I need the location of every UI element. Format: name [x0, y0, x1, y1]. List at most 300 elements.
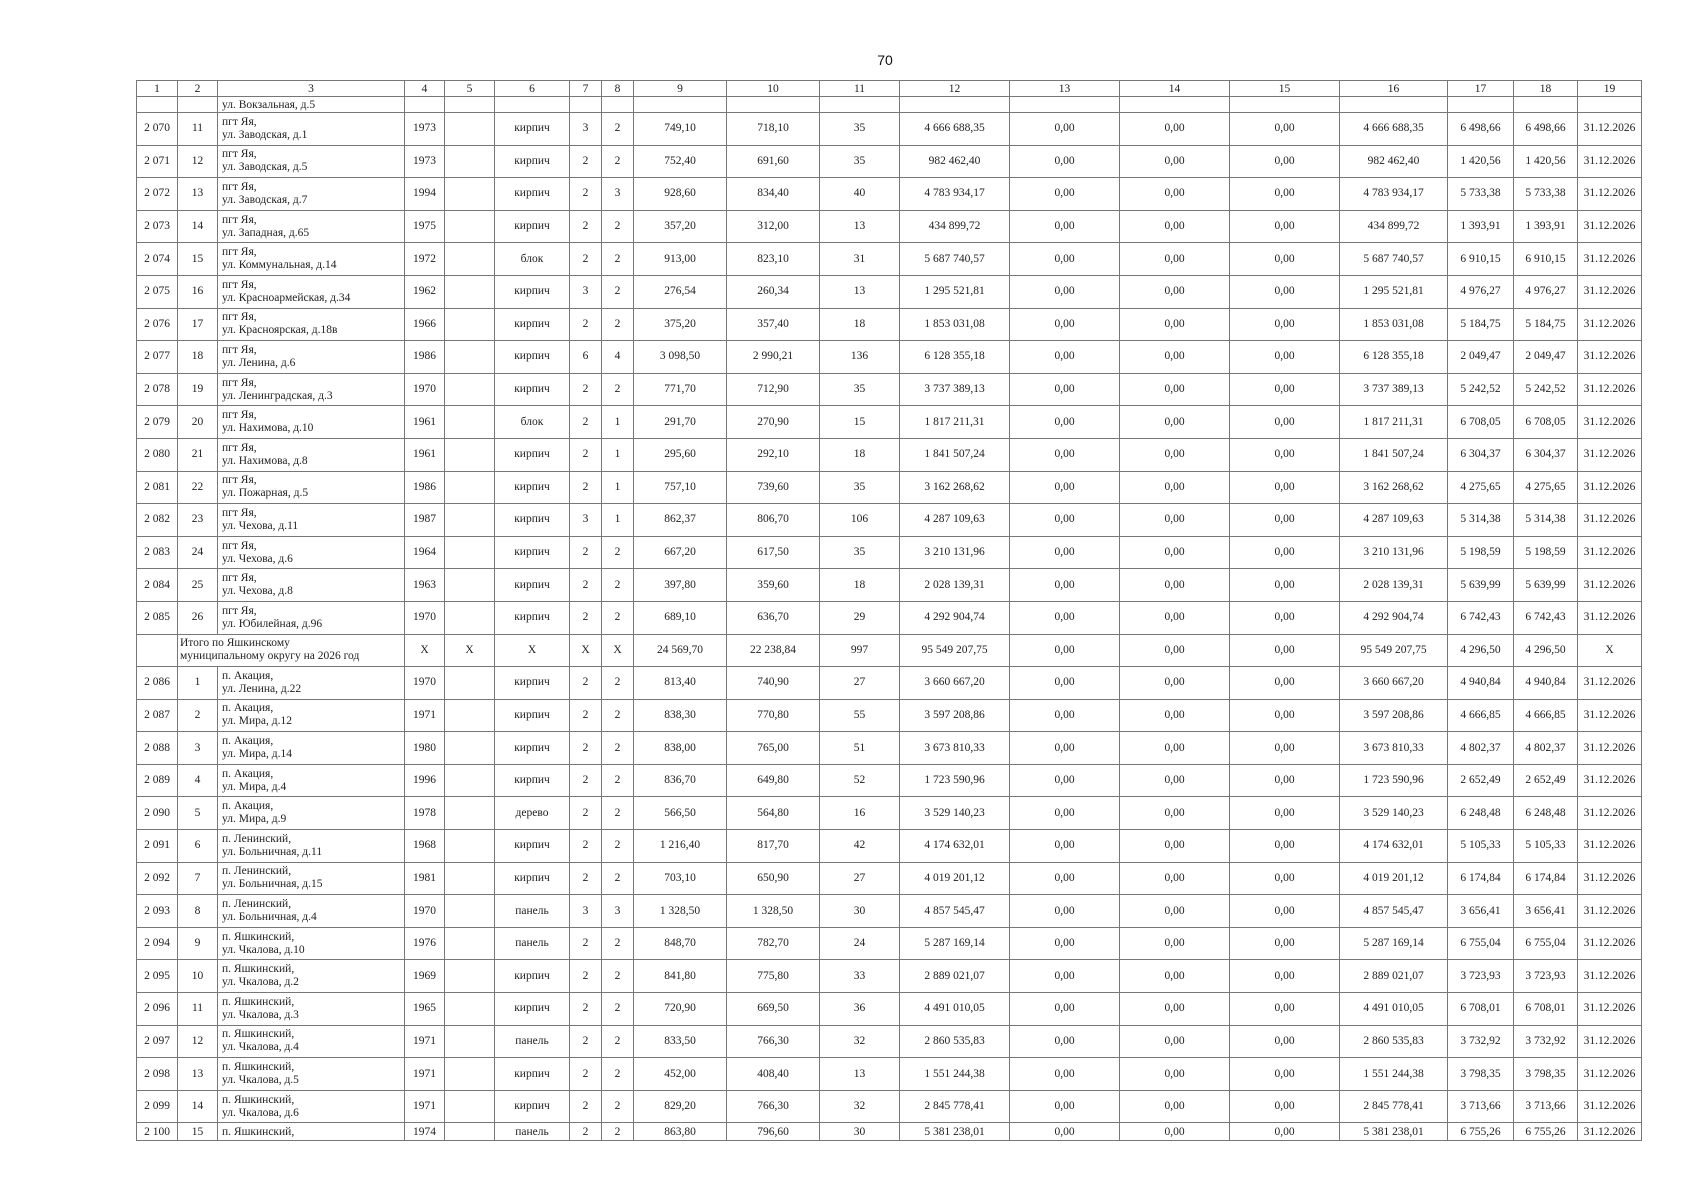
value-cell-ent: 2: [602, 275, 634, 308]
value-cell-people: 106: [820, 504, 900, 537]
value-cell-cost: 4 783 934,17: [900, 178, 1010, 211]
value-cell-date: 31.12.2026: [1578, 308, 1642, 341]
column-number-header: 17: [1448, 81, 1514, 97]
value-cell-year: 1970: [405, 895, 445, 928]
value-cell-ent: 2: [602, 732, 634, 765]
value-cell-c18: 3 713,66: [1514, 1090, 1578, 1123]
street-text: ул. Заводская, д.1: [222, 128, 308, 141]
value-cell-ent: 3: [602, 178, 634, 211]
value-cell-c17: 3 656,41: [1448, 895, 1514, 928]
address-cell: [218, 178, 405, 211]
value-cell-cost: 4 292 904,74: [900, 601, 1010, 634]
item-index-cell: 12: [178, 145, 218, 178]
row-number-cell: 2 078: [137, 373, 178, 406]
value-cell-fl: 2: [570, 927, 602, 960]
value-cell-cost: 2 860 535,83: [900, 1025, 1010, 1058]
value-cell-cost: 5 687 740,57: [900, 243, 1010, 276]
locality-text: пгт Яя,: [222, 213, 257, 226]
value-cell-c13: 0,00: [1010, 764, 1120, 797]
value-cell-ent: 2: [602, 830, 634, 863]
value-cell-area2: 359,60: [727, 569, 820, 602]
value-cell-c18: 6 742,43: [1514, 601, 1578, 634]
address-cell: [218, 732, 405, 765]
value-cell-area2: 408,40: [727, 1058, 820, 1091]
value-cell-c13: 0,00: [1010, 406, 1120, 439]
address-cell: [218, 1090, 405, 1123]
value-cell-c16: 5 687 740,57: [1340, 243, 1448, 276]
item-index-cell: 26: [178, 601, 218, 634]
value-cell-fl: 2: [570, 471, 602, 504]
address-cell: [218, 145, 405, 178]
address-cell: ул. Вокзальная, д.5: [218, 97, 405, 113]
value-cell-year: 1971: [405, 1058, 445, 1091]
value-cell-cost: 1 817 211,31: [900, 406, 1010, 439]
value-cell-c13: 0,00: [1010, 504, 1120, 537]
cell: [137, 634, 178, 667]
item-index-cell: 24: [178, 536, 218, 569]
value-cell-c5: [445, 1025, 495, 1058]
value-cell-year: 1976: [405, 927, 445, 960]
value-cell-people: 51: [820, 732, 900, 765]
value-cell-c5: [445, 993, 495, 1026]
row-number-cell: 2 089: [137, 764, 178, 797]
value-cell-area2: 796,60: [727, 1123, 820, 1141]
table-row: [137, 993, 1642, 1026]
value-cell-people: 27: [820, 667, 900, 700]
value-cell-mat: кирпич: [495, 1090, 570, 1123]
value-cell-ent: 1: [602, 438, 634, 471]
table-row: [137, 927, 1642, 960]
value-cell-cost: 2 845 778,41: [900, 1090, 1010, 1123]
value-cell-c16: 1 723 590,96: [1340, 764, 1448, 797]
item-index-cell: 21: [178, 438, 218, 471]
value-cell-c16: 4 783 934,17: [1340, 178, 1448, 211]
value-cell-c15: 0,00: [1230, 895, 1340, 928]
row-number-cell: 2 091: [137, 830, 178, 863]
total-label-line: Итого по Яшкинскому: [180, 637, 290, 650]
item-index-cell: 19: [178, 373, 218, 406]
column-number-header: 9: [634, 81, 727, 97]
item-index-cell: 12: [178, 1025, 218, 1058]
locality-text: п. Акация,: [222, 800, 274, 813]
value-cell-c15: 0,00: [1230, 1090, 1340, 1123]
value-cell-year: 1972: [405, 243, 445, 276]
value-cell-fl: 2: [570, 243, 602, 276]
value-cell-people: 24: [820, 927, 900, 960]
locality-text: п. Акация,: [222, 767, 274, 780]
value-cell-year: 1970: [405, 373, 445, 406]
value-cell-area2: 766,30: [727, 1090, 820, 1123]
value-cell-area: 566,50: [634, 797, 727, 830]
address-cell: [218, 275, 405, 308]
value-cell-date: 31.12.2026: [1578, 341, 1642, 374]
value-cell-c15: 0,00: [1230, 438, 1340, 471]
value-cell-date: 31.12.2026: [1578, 1090, 1642, 1123]
value-cell-c17: 3 732,92: [1448, 1025, 1514, 1058]
value-cell-c16: 1 551 244,38: [1340, 1058, 1448, 1091]
value-cell-c14: 0,00: [1120, 569, 1230, 602]
locality-text: пгт Яя,: [222, 409, 257, 422]
value-cell-area: 357,20: [634, 210, 727, 243]
value-cell-ent: 2: [602, 927, 634, 960]
address-cell: [218, 504, 405, 537]
value-cell-c5: [445, 438, 495, 471]
value-cell-mat: кирпич: [495, 145, 570, 178]
value-cell-people: 13: [820, 275, 900, 308]
value-cell-people: 30: [820, 895, 900, 928]
row-number-cell: 2 095: [137, 960, 178, 993]
column-number-header: 1: [137, 81, 178, 97]
value-cell-date: 31.12.2026: [1578, 471, 1642, 504]
value-cell-c18: 4 976,27: [1514, 275, 1578, 308]
address-cell: [218, 536, 405, 569]
value-cell-date: 31.12.2026: [1578, 536, 1642, 569]
value-cell-c16: 3 673 810,33: [1340, 732, 1448, 765]
value-cell-ent: 2: [602, 210, 634, 243]
value-cell-fl: 2: [570, 862, 602, 895]
value-cell-area: 452,00: [634, 1058, 727, 1091]
value-cell-c16: 6 128 355,18: [1340, 341, 1448, 374]
value-cell-mat: кирпич: [495, 471, 570, 504]
item-index-cell: 11: [178, 993, 218, 1026]
value-cell-c18: 1 393,91: [1514, 210, 1578, 243]
total-cell-mat: X: [495, 634, 570, 667]
value-cell-date: 31.12.2026: [1578, 862, 1642, 895]
street-text: ул. Больничная, д.4: [222, 911, 317, 924]
locality-text: пгт Яя,: [222, 246, 257, 259]
value-cell-c17: 5 639,99: [1448, 569, 1514, 602]
value-cell-fl: 2: [570, 210, 602, 243]
value-cell-c18: 6 304,37: [1514, 438, 1578, 471]
value-cell-c14: 0,00: [1120, 308, 1230, 341]
total-cell-area2: 22 238,84: [727, 634, 820, 667]
value-cell-cost: 4 857 545,47: [900, 895, 1010, 928]
row-number-cell: 2 075: [137, 275, 178, 308]
address-cell: [218, 927, 405, 960]
locality-text: пгт Яя,: [222, 311, 257, 324]
locality-text: п. Яшкинский,: [222, 930, 295, 943]
value-cell-area2: 669,50: [727, 993, 820, 1026]
value-cell-c17: 6 708,01: [1448, 993, 1514, 1026]
column-number-header: 16: [1340, 81, 1448, 97]
column-number-header: 7: [570, 81, 602, 97]
value-cell-c18: 5 314,38: [1514, 504, 1578, 537]
value-cell-year: 1965: [405, 993, 445, 1026]
row-number-cell: 2 077: [137, 341, 178, 374]
value-cell-c16: 1 853 031,08: [1340, 308, 1448, 341]
value-cell-c13: 0,00: [1010, 895, 1120, 928]
value-cell-date: 31.12.2026: [1578, 601, 1642, 634]
value-cell-c5: [445, 504, 495, 537]
row-number-cell: 2 098: [137, 1058, 178, 1091]
value-cell-c15: 0,00: [1230, 862, 1340, 895]
value-cell-cost: 5 287 169,14: [900, 927, 1010, 960]
page-number: 70: [877, 52, 893, 68]
value-cell-area: 689,10: [634, 601, 727, 634]
value-cell-fl: 6: [570, 341, 602, 374]
value-cell-c18: 5 105,33: [1514, 830, 1578, 863]
column-number-header: 6: [495, 81, 570, 97]
value-cell-c5: [445, 895, 495, 928]
value-cell-people: 16: [820, 797, 900, 830]
value-cell-fl: 2: [570, 1058, 602, 1091]
value-cell-c13: 0,00: [1010, 1123, 1120, 1141]
value-cell-c14: 0,00: [1120, 536, 1230, 569]
row-number-cell: 2 087: [137, 699, 178, 732]
street-text: ул. Мира, д.4: [222, 780, 287, 793]
address-cell: [218, 764, 405, 797]
value-cell-fl: 2: [570, 797, 602, 830]
column-number-header: 18: [1514, 81, 1578, 97]
value-cell-area: 1 216,40: [634, 830, 727, 863]
value-cell-c16: 4 491 010,05: [1340, 993, 1448, 1026]
value-cell-c13: 0,00: [1010, 275, 1120, 308]
row-number-cell: 2 084: [137, 569, 178, 602]
value-cell-mat: кирпич: [495, 862, 570, 895]
locality-text: п. Яшкинский,: [222, 1028, 295, 1041]
value-cell-cost: 4 287 109,63: [900, 504, 1010, 537]
value-cell-c15: 0,00: [1230, 960, 1340, 993]
column-number-header: 5: [445, 81, 495, 97]
value-cell-people: 42: [820, 830, 900, 863]
value-cell-c17: 4 976,27: [1448, 275, 1514, 308]
table-row: [137, 536, 1642, 569]
cell: [1120, 97, 1230, 113]
value-cell-area: 752,40: [634, 145, 727, 178]
value-cell-c13: 0,00: [1010, 471, 1120, 504]
value-cell-c18: 6 910,15: [1514, 243, 1578, 276]
value-cell-fl: 2: [570, 764, 602, 797]
value-cell-c14: 0,00: [1120, 406, 1230, 439]
item-index-cell: 1: [178, 667, 218, 700]
locality-text: п. Ленинский,: [222, 898, 292, 911]
value-cell-c14: 0,00: [1120, 373, 1230, 406]
address-cell: [218, 341, 405, 374]
value-cell-year: 1963: [405, 569, 445, 602]
value-cell-fl: 2: [570, 438, 602, 471]
address-cell: [218, 960, 405, 993]
value-cell-c16: 5 287 169,14: [1340, 927, 1448, 960]
value-cell-fl: 2: [570, 601, 602, 634]
value-cell-date: 31.12.2026: [1578, 178, 1642, 211]
address-cell: [218, 895, 405, 928]
value-cell-c14: 0,00: [1120, 210, 1230, 243]
value-cell-ent: 1: [602, 504, 634, 537]
value-cell-c14: 0,00: [1120, 862, 1230, 895]
value-cell-date: 31.12.2026: [1578, 927, 1642, 960]
value-cell-c14: 0,00: [1120, 145, 1230, 178]
value-cell-mat: кирпич: [495, 178, 570, 211]
street-text: ул. Чкалова, д.10: [222, 943, 305, 956]
locality-text: п. Ленинский,: [222, 832, 292, 845]
value-cell-c17: 6 248,48: [1448, 797, 1514, 830]
value-cell-c13: 0,00: [1010, 732, 1120, 765]
value-cell-fl: 2: [570, 1025, 602, 1058]
value-cell-c13: 0,00: [1010, 243, 1120, 276]
street-text: ул. Чехова, д.6: [222, 552, 293, 565]
value-cell-c17: 5 184,75: [1448, 308, 1514, 341]
value-cell-c16: 1 817 211,31: [1340, 406, 1448, 439]
value-cell-area: 863,80: [634, 1123, 727, 1141]
value-cell-date: 31.12.2026: [1578, 993, 1642, 1026]
value-cell-area2: 739,60: [727, 471, 820, 504]
row-number-cell: 2 096: [137, 993, 178, 1026]
value-cell-year: 1996: [405, 764, 445, 797]
value-cell-mat: кирпич: [495, 536, 570, 569]
table-row: [137, 1025, 1642, 1058]
value-cell-mat: кирпич: [495, 113, 570, 146]
value-cell-c15: 0,00: [1230, 406, 1340, 439]
value-cell-ent: 2: [602, 764, 634, 797]
value-cell-c16: 434 899,72: [1340, 210, 1448, 243]
item-index-cell: 5: [178, 797, 218, 830]
row-number-cell: 2 081: [137, 471, 178, 504]
value-cell-c16: 1 295 521,81: [1340, 275, 1448, 308]
value-cell-year: 1975: [405, 210, 445, 243]
value-cell-c16: 3 529 140,23: [1340, 797, 1448, 830]
value-cell-year: 1978: [405, 797, 445, 830]
value-cell-ent: 1: [602, 406, 634, 439]
value-cell-year: 1981: [405, 862, 445, 895]
street-text: ул. Больничная, д.15: [222, 878, 323, 891]
value-cell-c15: 0,00: [1230, 667, 1340, 700]
value-cell-c17: 6 498,66: [1448, 113, 1514, 146]
address-cell: [218, 471, 405, 504]
value-cell-cost: 1 723 590,96: [900, 764, 1010, 797]
value-cell-c14: 0,00: [1120, 113, 1230, 146]
item-index-cell: 11: [178, 113, 218, 146]
cell: [137, 97, 178, 113]
cell: [1230, 97, 1340, 113]
value-cell-area: 1 328,50: [634, 895, 727, 928]
value-cell-c13: 0,00: [1010, 1058, 1120, 1091]
value-cell-cost: 3 210 131,96: [900, 536, 1010, 569]
value-cell-people: 32: [820, 1090, 900, 1123]
value-cell-area: 813,40: [634, 667, 727, 700]
value-cell-people: 36: [820, 993, 900, 1026]
value-cell-c13: 0,00: [1010, 178, 1120, 211]
item-index-cell: 4: [178, 764, 218, 797]
value-cell-c16: 4 857 545,47: [1340, 895, 1448, 928]
locality-text: пгт Яя,: [222, 278, 257, 291]
value-cell-c5: [445, 1058, 495, 1091]
value-cell-c17: 6 755,04: [1448, 927, 1514, 960]
row-number-cell: 2 072: [137, 178, 178, 211]
item-index-cell: 23: [178, 504, 218, 537]
value-cell-ent: 2: [602, 145, 634, 178]
locality-text: п. Яшкинский,: [222, 1093, 295, 1106]
value-cell-mat: кирпич: [495, 699, 570, 732]
value-cell-area2: 817,70: [727, 830, 820, 863]
cell: [1010, 97, 1120, 113]
total-cell-c14: 0,00: [1120, 634, 1230, 667]
value-cell-c16: 2 860 535,83: [1340, 1025, 1448, 1058]
value-cell-mat: панель: [495, 1123, 570, 1141]
value-cell-area2: 292,10: [727, 438, 820, 471]
value-cell-c18: 1 420,56: [1514, 145, 1578, 178]
street-text: ул. Коммунальная, д.14: [222, 259, 337, 272]
value-cell-area2: 718,10: [727, 113, 820, 146]
value-cell-c17: 6 174,84: [1448, 862, 1514, 895]
value-cell-c14: 0,00: [1120, 797, 1230, 830]
value-cell-c17: 3 713,66: [1448, 1090, 1514, 1123]
value-cell-c18: 5 198,59: [1514, 536, 1578, 569]
value-cell-c13: 0,00: [1010, 862, 1120, 895]
value-cell-date: 31.12.2026: [1578, 406, 1642, 439]
value-cell-ent: 2: [602, 667, 634, 700]
table-row: [137, 275, 1642, 308]
value-cell-c14: 0,00: [1120, 927, 1230, 960]
value-cell-c17: 6 742,43: [1448, 601, 1514, 634]
locality-text: пгт Яя,: [222, 441, 257, 454]
table-row: [137, 667, 1642, 700]
value-cell-c15: 0,00: [1230, 471, 1340, 504]
value-cell-c14: 0,00: [1120, 601, 1230, 634]
street-text: ул. Мира, д.12: [222, 715, 292, 728]
value-cell-c13: 0,00: [1010, 1025, 1120, 1058]
row-number-cell: 2 090: [137, 797, 178, 830]
value-cell-mat: кирпич: [495, 373, 570, 406]
value-cell-area2: 260,34: [727, 275, 820, 308]
row-number-cell: 2 094: [137, 927, 178, 960]
street-text: ул. Чехова, д.8: [222, 585, 293, 598]
value-cell-fl: 2: [570, 536, 602, 569]
value-cell-area: 276,54: [634, 275, 727, 308]
value-cell-date: 31.12.2026: [1578, 243, 1642, 276]
street-text: ул. Красноармейская, д.34: [222, 291, 351, 304]
table-row: [137, 113, 1642, 146]
locality-text: пгт Яя,: [222, 115, 257, 128]
value-cell-mat: блок: [495, 243, 570, 276]
value-cell-c14: 0,00: [1120, 732, 1230, 765]
total-label-cell: [178, 634, 405, 667]
address-cell: [218, 1123, 405, 1141]
column-number-header: 8: [602, 81, 634, 97]
value-cell-c15: 0,00: [1230, 341, 1340, 374]
value-cell-c17: 5 733,38: [1448, 178, 1514, 211]
value-cell-c14: 0,00: [1120, 1090, 1230, 1123]
value-cell-people: 35: [820, 145, 900, 178]
total-cell-fl: X: [570, 634, 602, 667]
address-cell: [218, 406, 405, 439]
table-row: [137, 569, 1642, 602]
value-cell-year: 1974: [405, 1123, 445, 1141]
value-cell-ent: 2: [602, 373, 634, 406]
value-cell-date: 31.12.2026: [1578, 504, 1642, 537]
address-cell: [218, 569, 405, 602]
value-cell-c14: 0,00: [1120, 1025, 1230, 1058]
value-cell-mat: панель: [495, 895, 570, 928]
value-cell-fl: 2: [570, 993, 602, 1026]
value-cell-c15: 0,00: [1230, 764, 1340, 797]
value-cell-cost: 2 889 021,07: [900, 960, 1010, 993]
value-cell-c15: 0,00: [1230, 1058, 1340, 1091]
value-cell-c17: 5 314,38: [1448, 504, 1514, 537]
column-number-header: 19: [1578, 81, 1642, 97]
value-cell-area2: 564,80: [727, 797, 820, 830]
value-cell-mat: кирпич: [495, 667, 570, 700]
table-body: [137, 81, 1642, 1141]
street-text: ул. Юбилейная, д.96: [222, 617, 323, 630]
value-cell-fl: 3: [570, 504, 602, 537]
value-cell-c18: 3 798,35: [1514, 1058, 1578, 1091]
value-cell-ent: 2: [602, 960, 634, 993]
total-cell-c5: X: [445, 634, 495, 667]
value-cell-ent: 3: [602, 895, 634, 928]
value-cell-c13: 0,00: [1010, 699, 1120, 732]
value-cell-c16: 3 737 389,13: [1340, 373, 1448, 406]
value-cell-c5: [445, 341, 495, 374]
